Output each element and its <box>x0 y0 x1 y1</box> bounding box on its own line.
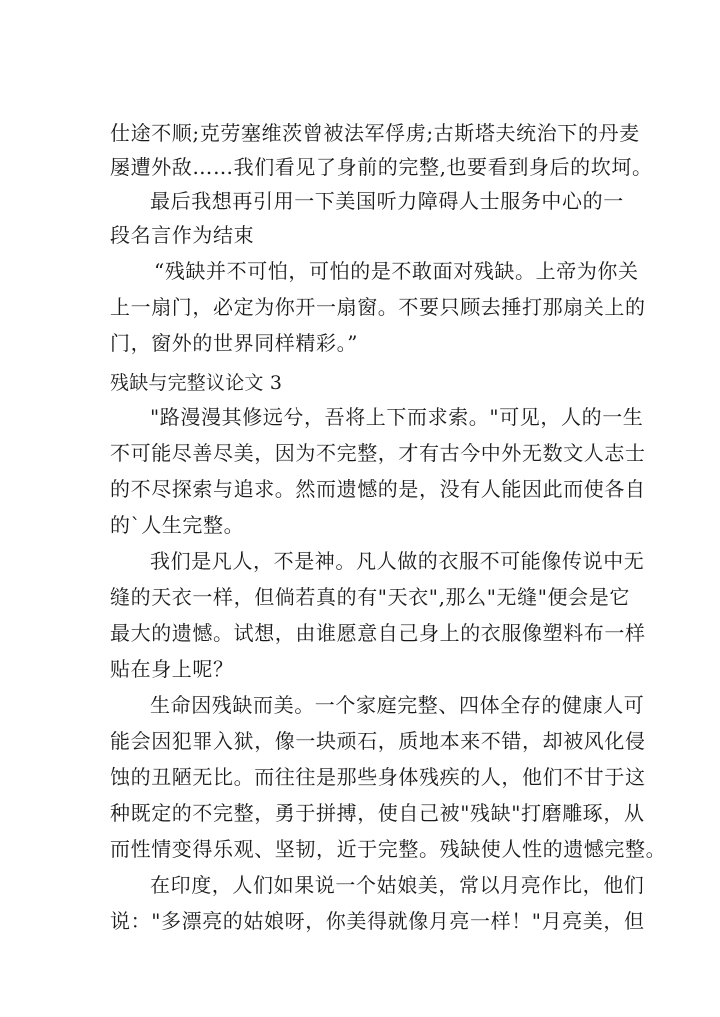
section-heading: 残缺与完整议论文 3 <box>110 372 283 394</box>
text-line: 我们是凡人，不是神。凡人做的衣服不可能像传说中无 <box>150 549 645 573</box>
text-line: 的不尽探索与追求。然而遗憾的是，没有人能因此而使各自 <box>110 477 646 501</box>
text-line: 最后我想再引用一下美国听力障碍人士服务中心的一 <box>150 189 624 213</box>
text-line: 仕途不顺;克劳塞维茨曾被法军俘虏;古斯塔夫统治下的丹麦 <box>110 121 640 145</box>
text-line: 蚀的丑陋无比。而往往是那些身体残疾的人，他们不甘于这 <box>110 765 646 789</box>
text-line: 不可能尽善尽美，因为不完整，才有古今中外无数文人志士 <box>110 441 646 465</box>
text-line: 最大的遗憾。试想，由谁愿意自己身上的衣服像塑料布一样 <box>110 621 646 645</box>
text-line: 能会因犯罪入狱，像一块顽石，质地本来不错，却被风化侵 <box>110 729 646 753</box>
text-line: 屡遭外敌……我们看见了身前的完整,也要看到身后的坎坷。 <box>110 155 653 179</box>
text-line: 说："多漂亮的姑娘呀，你美得就像月亮一样！"月亮美，但 <box>110 909 645 933</box>
quote-line: “残缺并不可怕，可怕的是不敢面对残缺。上帝为你关 <box>154 259 639 283</box>
text-line: "路漫漫其修远兮，吾将上下而求索。"可见，人的一生 <box>150 405 644 429</box>
text-line: 的`人生完整。 <box>110 513 245 537</box>
quote-line: 门，窗外的世界同样精彩。” <box>110 331 359 355</box>
text-line: 在印度，人们如果说一个姑娘美，常以月亮作比，他们 <box>150 873 645 897</box>
text-line: 贴在身上呢？ <box>110 657 234 681</box>
text-line: 缝的天衣一样，但倘若真的有"天衣",那么"无缝"便会是它 <box>110 585 630 609</box>
quote-line: 上一扇门，必定为你开一扇窗。不要只顾去捶打那扇关上的 <box>110 295 646 319</box>
text-line: 而性情变得乐观、坚韧，近于完整。残缺使人性的遗憾完整。 <box>110 837 667 861</box>
text-line: 种既定的不完整，勇于拼搏，使自己被"残缺"打磨雕琢，从 <box>110 801 645 825</box>
text-line: 段名言作为结束 <box>110 223 255 247</box>
text-line: 生命因残缺而美。一个家庭完整、四体全存的健康人可 <box>150 693 645 717</box>
